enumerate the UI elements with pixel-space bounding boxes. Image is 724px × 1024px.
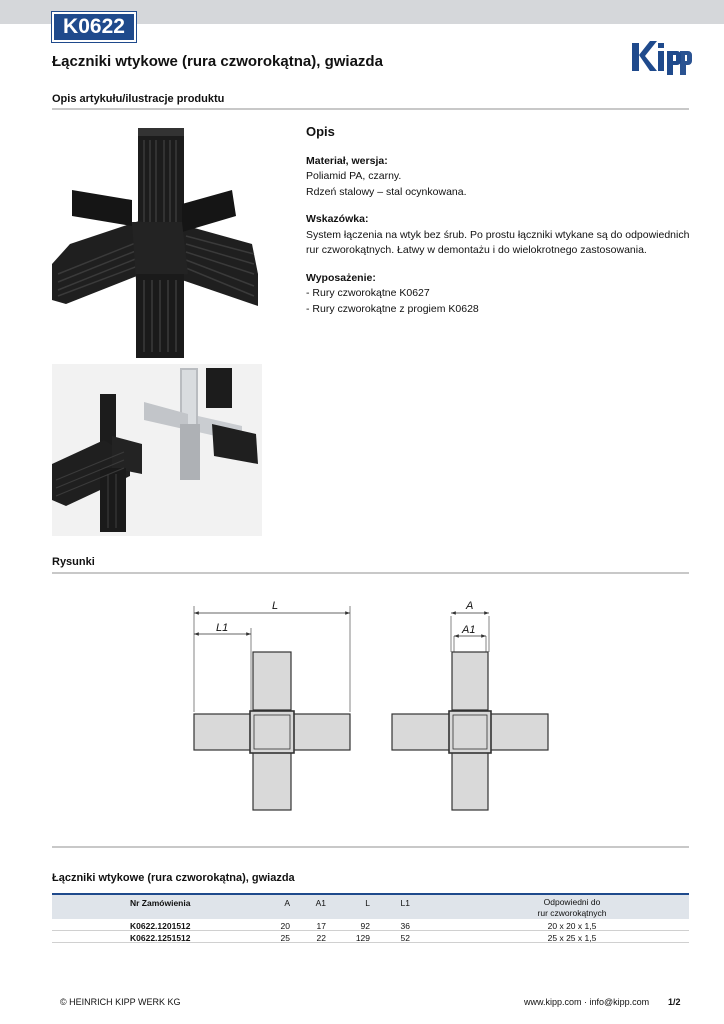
dim-label-L1: L1 — [216, 622, 229, 634]
cell-l: 129 — [355, 933, 370, 943]
description-panel — [306, 124, 696, 329]
section-divider — [52, 108, 689, 110]
cell-fit: 20 x 20 x 1,5 — [547, 921, 597, 931]
header-a1: A1 — [315, 898, 326, 908]
header-fit-line1: Odpowiedni do — [543, 897, 601, 907]
header-l: L — [365, 898, 370, 908]
footer-contact[interactable]: www.kipp.com · info@kipp.com — [524, 997, 650, 1007]
description-heading: Opis — [306, 124, 335, 139]
dim-label-L: L — [272, 600, 279, 612]
dim-label-A1: A1 — [462, 624, 476, 636]
section-divider — [52, 846, 689, 848]
cell-a: 25 — [280, 933, 290, 943]
material-line: Poliamid PA, czarny. — [306, 170, 402, 182]
accessories-label: Wyposażenie: — [306, 271, 376, 284]
header-a: A — [284, 898, 290, 908]
page-number: 1/2 — [668, 997, 681, 1007]
section-divider — [52, 572, 689, 574]
product-photo-steel-core — [52, 364, 262, 536]
note-line: rur czworokątnych. Łatwy w demontażu i do wielokrotnego zastosowania. — [306, 244, 647, 256]
cell-l: 92 — [360, 921, 370, 931]
cell-l1: 36 — [400, 921, 410, 931]
footer-copyright: © HEINRICH KIPP WERK KG — [60, 997, 181, 1007]
table-row — [52, 919, 689, 931]
dim-label-A: A — [466, 600, 474, 612]
note-block — [306, 212, 696, 259]
cell-fit: 25 x 25 x 1,5 — [547, 933, 597, 943]
page-title: Łączniki wtykowe (rura czworokątna), gwiazda — [52, 53, 383, 70]
accessories-block — [306, 271, 696, 318]
accessories-line: - Rury czworokątne K0627 — [306, 287, 430, 299]
product-code-badge: K0622 — [52, 12, 136, 42]
drawing-side-view — [392, 613, 548, 810]
cell-a1: 22 — [316, 933, 326, 943]
table-title: Łączniki wtykowe (rura czworokątna), gwiazda — [52, 872, 295, 884]
kipp-logo — [630, 35, 692, 75]
header-order-number: Nr Zamówienia — [130, 898, 191, 908]
cell-l1: 52 — [400, 933, 410, 943]
product-photo-black-connector — [52, 124, 262, 360]
header-l1: L1 — [400, 898, 410, 908]
order-table — [52, 893, 689, 943]
note-label: Wskazówka: — [306, 213, 369, 225]
material-block — [306, 154, 696, 201]
drawing-top-view — [194, 606, 350, 810]
table-header — [52, 893, 689, 919]
accessories-line: - Rury czworokątne z progiem K0628 — [306, 302, 479, 315]
header-fit-line2: rur czworokątnych — [537, 908, 607, 918]
cell-a1: 17 — [316, 921, 326, 931]
note-line: System łączenia na wtyk bez śrub. Po prostu łączniki wtykane są do odpowiednich — [306, 228, 690, 241]
technical-drawings — [180, 596, 560, 816]
table-row — [52, 931, 689, 943]
material-label: Materiał, wersja: — [306, 154, 388, 167]
cell-order-number: K0622.1201512 — [130, 921, 191, 931]
section-heading-drawings: Rysunki — [52, 556, 95, 568]
section-heading-description: Opis artykułu/ilustracje produktu — [52, 93, 225, 105]
material-line: Rdzeń stalowy – stal ocynkowana. — [306, 185, 467, 198]
cell-order-number: K0622.1251512 — [130, 933, 191, 943]
cell-a: 20 — [280, 921, 290, 931]
header-fit — [502, 897, 642, 919]
